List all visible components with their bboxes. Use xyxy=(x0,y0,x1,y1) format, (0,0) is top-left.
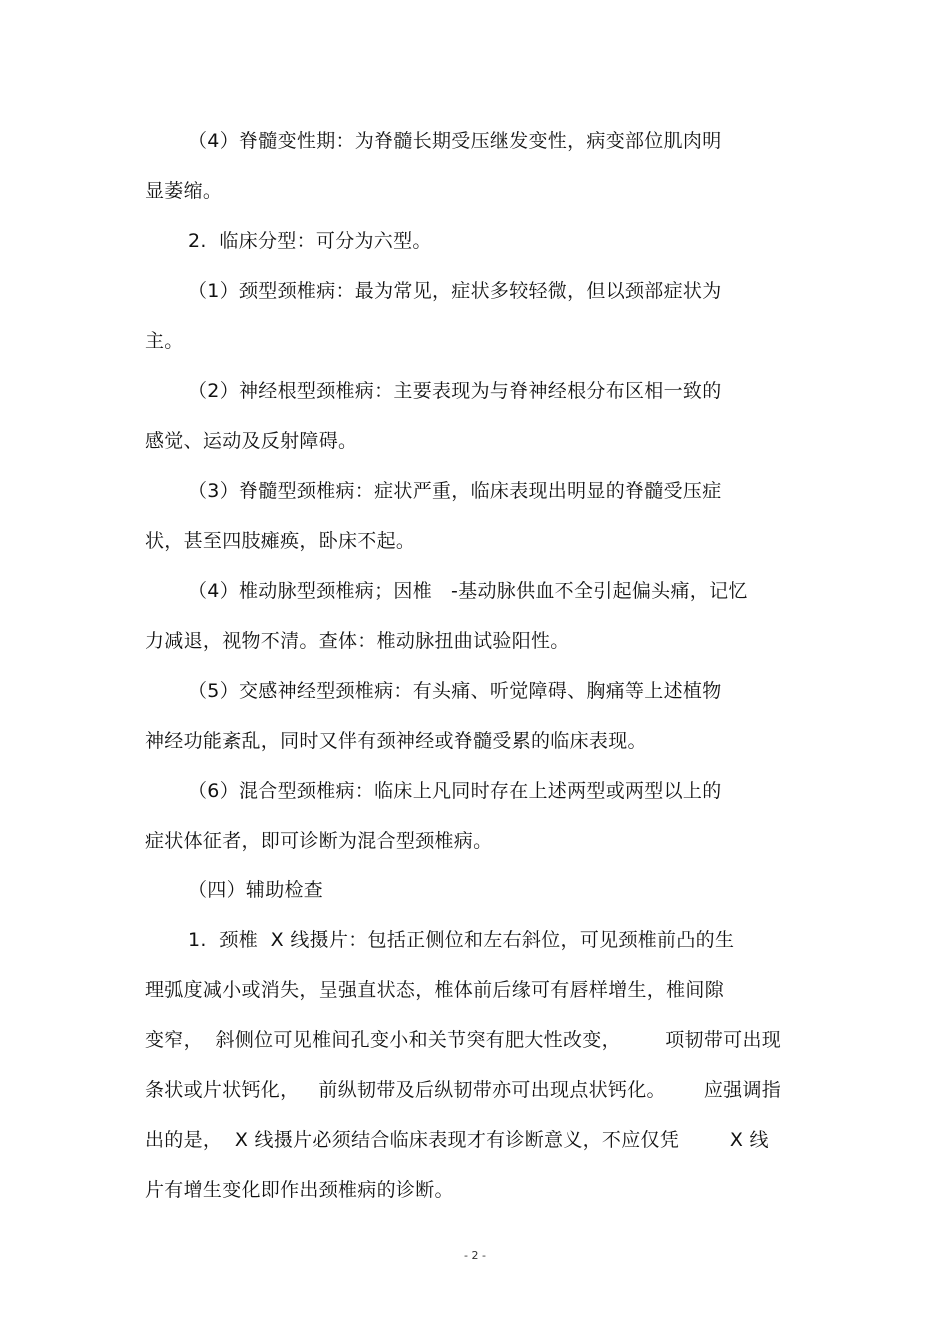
paragraph-line: （1）颈型颈椎病：最为常见，症状多较轻微，但以颈部症状为 xyxy=(188,280,722,302)
paragraph-line: （4）脊髓变性期：为脊髓长期受压继发变性，病变部位肌肉明 xyxy=(188,130,722,152)
paragraph-line: （4）椎动脉型颈椎病；因椎 -基动脉供血不全引起偏头痛，记忆 xyxy=(188,580,748,602)
paragraph-line: （2）神经根型颈椎病：主要表现为与脊神经根分布区相一致的 xyxy=(188,380,722,402)
section-heading: 2. 临床分型：可分为六型。 xyxy=(188,230,432,252)
paragraph-line: 变窄， 斜侧位可见椎间孔变小和关节突有肥大性改变， 项韧带可出现 xyxy=(145,1029,782,1051)
paragraph-line: 片有增生变化即作出颈椎病的诊断。 xyxy=(145,1179,454,1201)
paragraph-line: 出的是， X 线摄片必须结合临床表现才有诊断意义，不应仅凭 X 线 xyxy=(145,1129,769,1151)
page-number: - 2 - xyxy=(464,1249,486,1262)
paragraph-line: 1. 颈椎 X 线摄片：包括正侧位和左右斜位，可见颈椎前凸的生 xyxy=(188,929,735,951)
paragraph-line: （6）混合型颈椎病：临床上凡同时存在上述两型或两型以上的 xyxy=(188,780,722,802)
paragraph-line: 症状体征者，即可诊断为混合型颈椎病。 xyxy=(145,830,493,852)
section-heading: （四）辅助检查 xyxy=(188,879,324,901)
paragraph-line: （5）交感神经型颈椎病：有头痛、听觉障碍、胸痛等上述植物 xyxy=(188,680,722,702)
paragraph-line: 主。 xyxy=(145,330,184,352)
paragraph-line: 理弧度减小或消失，呈强直状态，椎体前后缘可有唇样增生，椎间隙 xyxy=(145,979,725,1001)
paragraph-line: （3）脊髓型颈椎病：症状严重，临床表现出明显的脊髓受压症 xyxy=(188,480,722,502)
paragraph-line: 力减退，视物不清。查体：椎动脉扭曲试验阳性。 xyxy=(145,630,570,652)
paragraph-line: 状，甚至四肢瘫痪，卧床不起。 xyxy=(145,530,416,552)
paragraph-line: 显萎缩。 xyxy=(145,180,223,202)
paragraph-line: 神经功能紊乱，同时又伴有颈神经或脊髓受累的临床表现。 xyxy=(145,730,647,752)
paragraph-line: 感觉、运动及反射障碍。 xyxy=(145,430,358,452)
paragraph-line: 条状或片状钙化， 前纵韧带及后纵韧带亦可出现点状钙化。 应强调指 xyxy=(145,1079,782,1101)
